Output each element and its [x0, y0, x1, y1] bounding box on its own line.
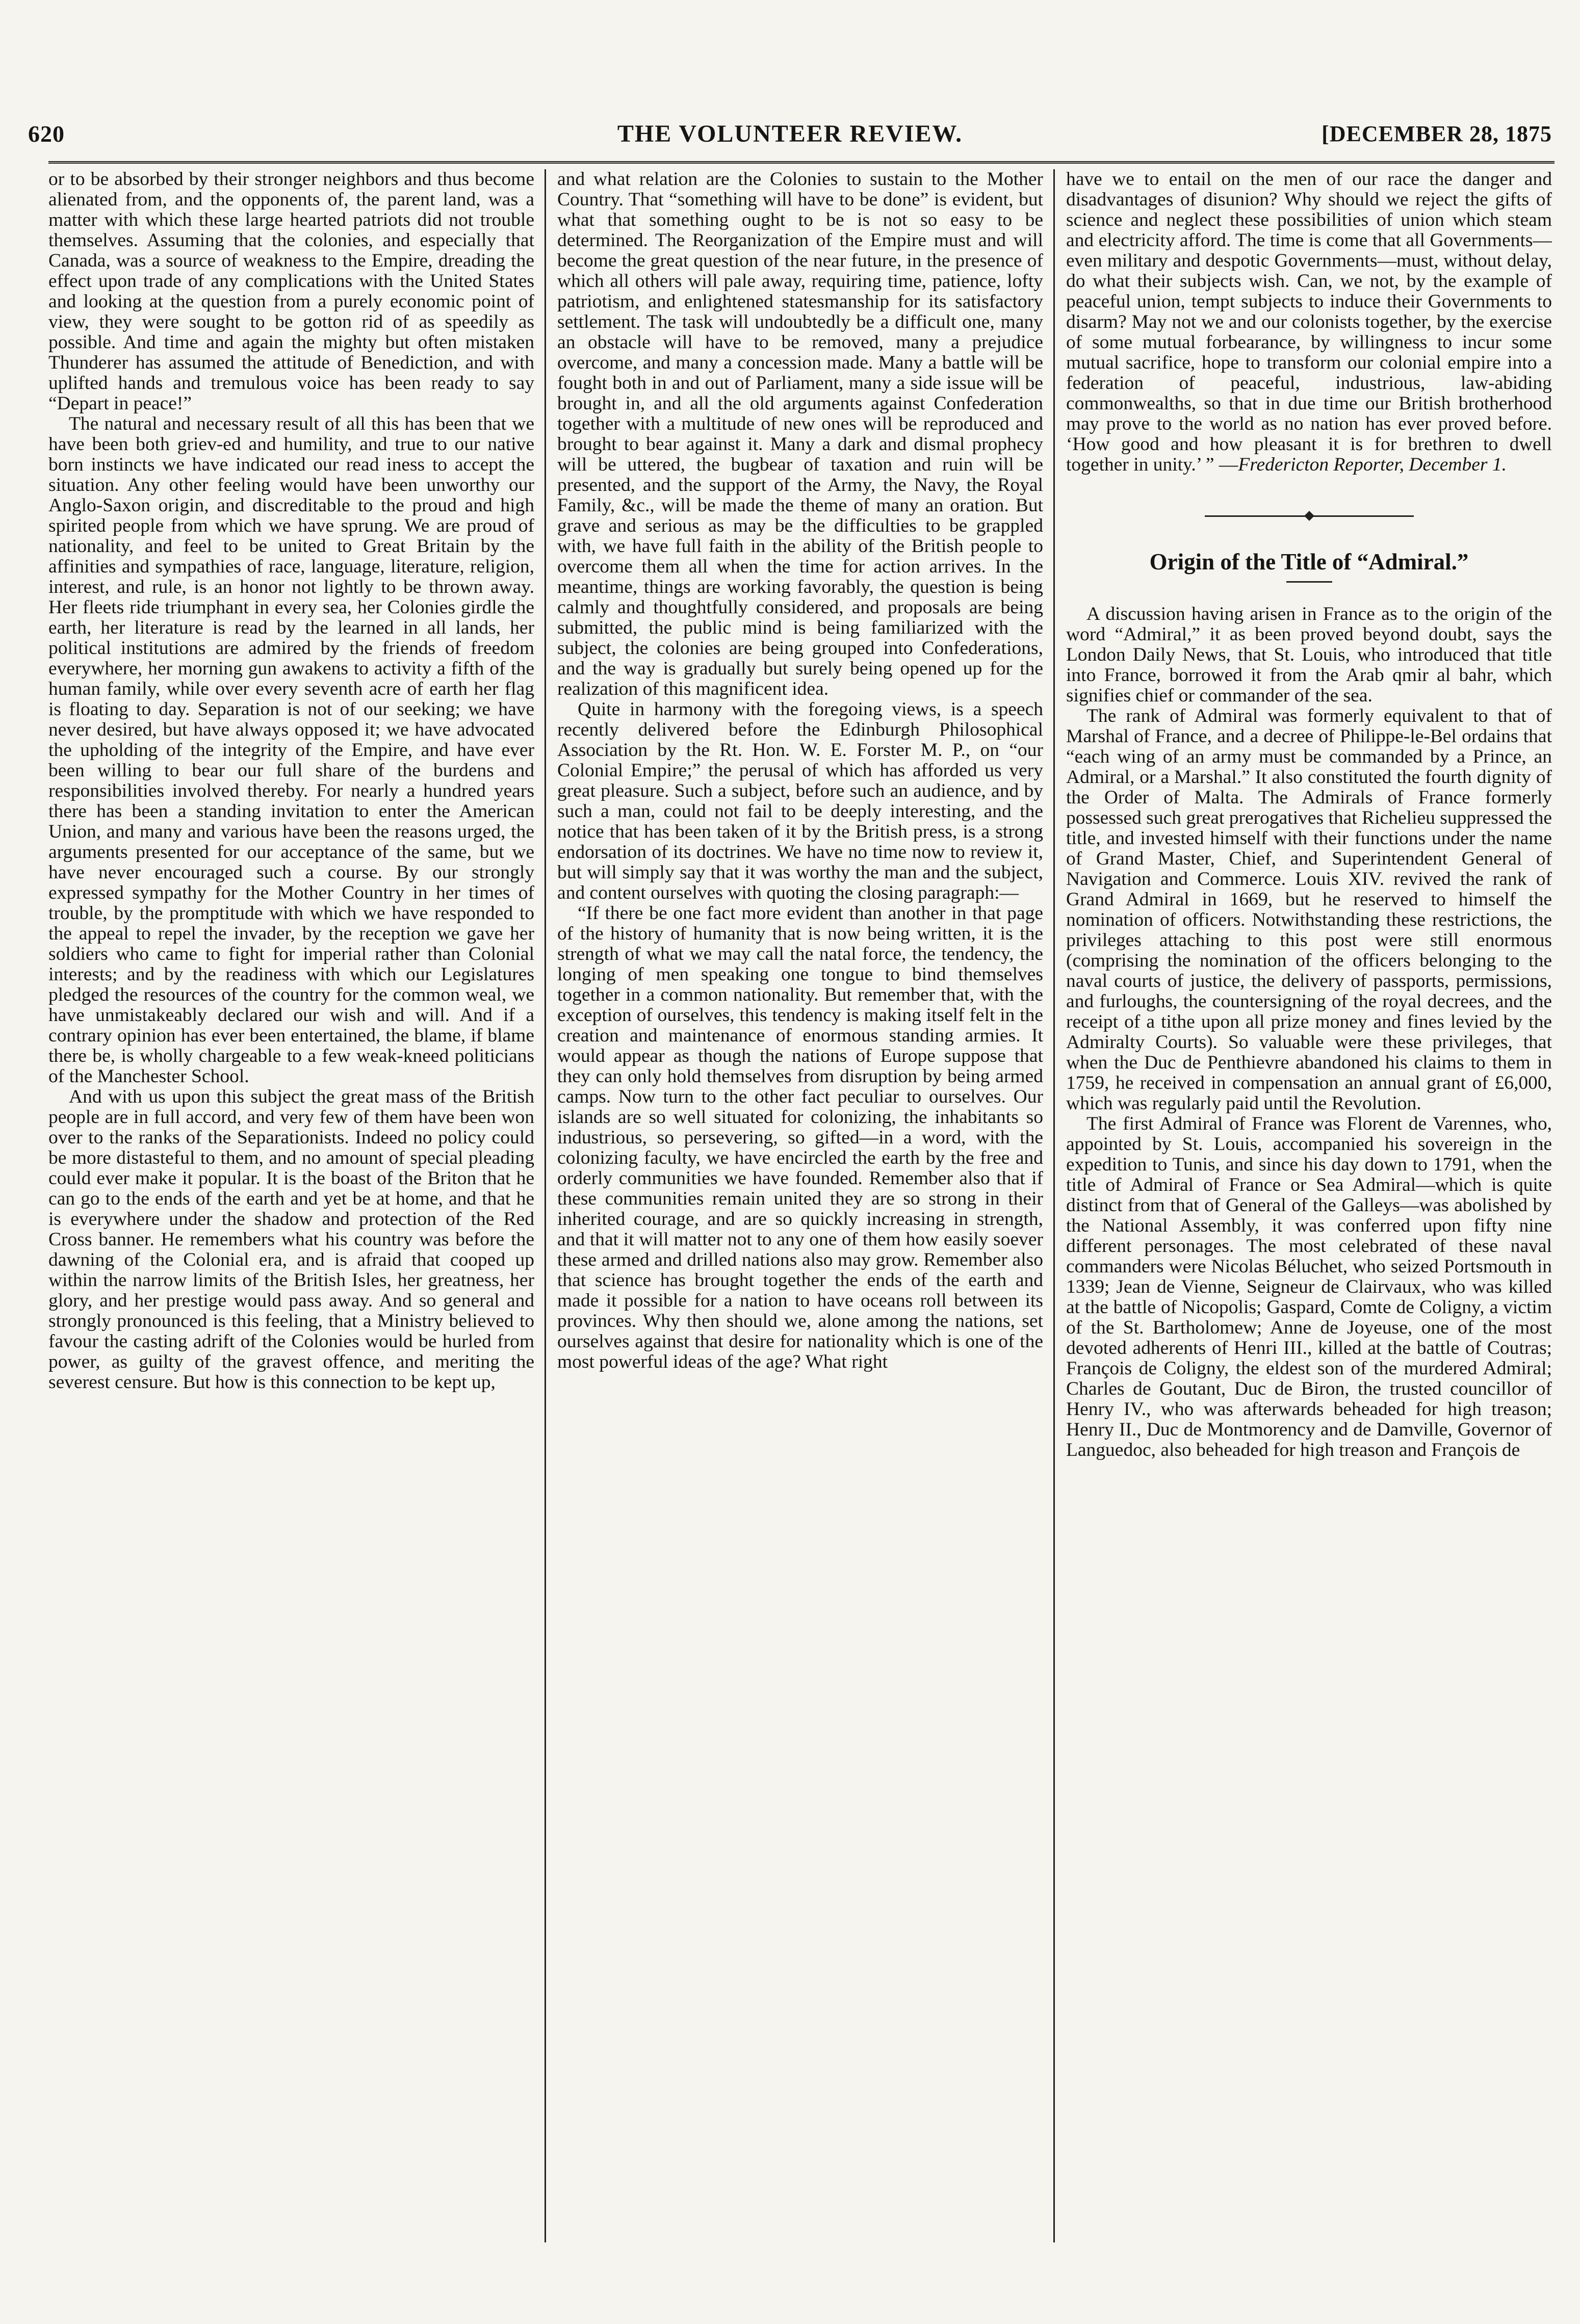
column-middle — [545, 169, 1053, 2242]
page-header — [28, 113, 1552, 154]
paragraph: and what relation are the Colonies to sustain to the Mother Country. That “something will have to be done” is evident, but what that something ought to be is not so easy to be determined. The Reorganization of the Empire must and will become the great question of the near future, in the presence of which all others will pale away, requiring time, patience, lofty patriotism, and enlightened statesmanship for its satisfactory settlement. The task will undoubtedly be a difficult one, many an obstacle will have to be removed, many a prejudice overcome, and many a concession made. Many a battle will be fought both in and out of Parliament, many a side issue will be brought in, and all the old arguments against Confederation together with a multitude of new ones will be reproduced and brought to bear against it. Many a dark and dismal prophecy will be uttered, the bugbear of taxation and ruin will be presented, and the support of the Army, the Navy, the Royal Family, &c., will be made the theme of many an oration. But grave and serious as may be the difficulties to be grappled with, we have full faith in the ability of the British people to overcome them all when the time for action arrives. In the meantime, things are working favorably, the question is being calmly and thoughtfully considered, and proposals are being submitted, the public mind is being familiarized with the subject, the colonies are being grouped into Confederations, and the way is gradually but surely being opened up for the realization of this magnificent idea. — [557, 169, 1043, 699]
page-number: 620 — [28, 120, 65, 147]
diamond-ornament-icon — [1304, 511, 1314, 521]
quotation-paragraph: “If there be one fact more evident than another in that page of the history of humanity that is now being written, it is the strength of what we may call the natal force, the tendency, the longing of men speaking one tongue to bind themselves together in a common nationality. But remember that, with the exception of ourselves, this tendency is making itself felt in the creation and maintenance of enormous standing armies. It would appear as though the nations of Europe suppose that they can only hold themselves from disruption by being armed camps. Now turn to the other fact peculiar to ourselves. Our islands are so well situated for colonizing, the inhabitants so industrious, so persevering, so gifted—in a word, with the colonizing faculty, we have encircled the earth by the free and orderly communities we have founded. Remember also that if these communities remain united they are so strong in their inherited courage, and are so quickly increasing in strength, and that it will matter not to any one of them how easily soever these armed and drilled nations also may grow. Remember also that science has brought together the ends of the earth and made it possible for a nation to have oceans roll between its provinces. Why then should we, alone among the nations, set ourselves against that desire for nationality which is one of the most powerful ideas of the age? What right — [557, 903, 1043, 1372]
column-right — [1053, 169, 1552, 2242]
paragraph: Quite in harmony with the foregoing views, is a speech recently delivered before the Edinburgh Philosophical Association by the Rt. Hon. W. E. Forster M. P., on “our Colonial Empire;” the perusal of which has afforded us very great pleasure. Such a subject, before such an audience, and by such a man, could not fail to be deeply interesting, and the notice that has been taken of it by the British press, is a strong endorsation of its doctrines. We have no time now to review it, but will simply say that it was worthy the man and the subject, and content ourselves with quoting the closing paragraph:— — [557, 699, 1043, 903]
quotation-continuation — [1066, 169, 1552, 475]
article-title: Origin of the Title of “Admiral.” — [1149, 549, 1469, 575]
title-rule — [1286, 581, 1332, 583]
issue-date: [DECEMBER 28, 1875 — [1322, 121, 1552, 146]
section-divider-ornament — [1066, 511, 1552, 521]
column-left — [48, 169, 545, 2242]
paragraph: And with us upon this subject the great mass of the British people are in full accord, and very few of them have been won over to the ranks of the Separationists. Indeed no policy could be more distasteful to them, and no amount of special pleading could ever make it popular. It is the boast of the Briton that he can go to the ends of the earth and yet be at home, and that he is everywhere under the shadow and protection of the Red Cross banner. He remembers what his country was before the dawning of the Colonial era, and is afraid that cooped up within the narrow limits of the British Isles, her greatness, her glory, and her prestige would pass away. And so general and strongly pronounced is this feeling, that a Ministry believed to favour the casting adrift of the Colonies would be hurled from power, as guilty of the gravest offence, and meriting the severest censure. But how is this connection to be kept up, — [48, 1086, 534, 1393]
attribution-source: Fredericton Reporter, December 1. — [1238, 454, 1507, 475]
paragraph: The first Admiral of France was Florent de Varennes, who, appointed by St. Louis, accompanied his sovereign in the expedition to Tunis, and since his day down to 1791, when the title of Admiral of France or Sea Admiral—which is quite distinct from that of General of the Galleys—was abolished by the National Assembly, it was conferred upon fifty nine different personages. The most celebrated of these naval commanders were Nicolas Béluchet, who seized Portsmouth in 1339; Jean de Vienne, Seigneur de Clairvaux, who was killed at the battle of Nicopolis; Gaspard, Comte de Coligny, a victim of the St. Bartholomew; Anne de Joyeuse, one of the most devoted adherents of Henri III., killed at the battle of Coutras; François de Coligny, the eldest son of the murdered Admiral; Charles de Goutant, Duc de Biron, the trusted councillor of Henry IV., who was afterwards beheaded for high treason; Henry II., Duc de Montmorency and de Damville, Governor of Languedoc, also beheaded for high treason and François de — [1066, 1113, 1552, 1460]
header-rule — [48, 161, 1555, 164]
paragraph: or to be absorbed by their stronger neighbors and thus become alienated from, and the opponents of, the parent land, was a matter with which these large hearted patriots did not trouble themselves. Assuming that the colonies, and especially that Canada, was a source of weakness to the Empire, dreading the effect upon trade of any complications with the United States and looking at the question from a purely economic point of view, they were sought to be gotton rid of as speedily as possible. And time and again the mighty but often mistaken Thunderer has assumed the attitude of Benediction, and with uplifted hands and tremulous voice has been ready to say “Depart in peace!” — [48, 169, 534, 414]
quotation-text: have we to entail on the men of our race the danger and disadvantages of disunion? Why should we reject the gifts of science and neglect these possibilities of union which steam and electricity afford. The time is come that all Governments—even military and despotic Governments—must, without delay, do what their subjects wish. Can, we not, by the example of peaceful union, tempt subjects to induce their Governments to disarm? May not we and our colonists together, by the exercise of some mutual forbearance, by willingness to incur some mutual sacrifice, hope to transform our colonial empire into a federation of peaceful, industrious, law-abiding commonwealths, so that in due time our British brotherhood may prove to the world as no nation has ever proved before. ‘How good and how pleasant it is for brethren to dwell together in unity.’ ” — — [1066, 169, 1552, 475]
text-columns — [48, 169, 1552, 2242]
divider-line — [1205, 515, 1307, 517]
running-title: THE VOLUNTEER REVIEW. — [617, 120, 963, 147]
paragraph: The rank of Admiral was formerly equivalent to that of Marshal of France, and a decree of Philippe-le-Bel ordains that “each wing of an army must be commanded by a Prince, an Admiral, or a Marshal.” It also constituted the fourth dignity of the Order of Malta. The Admirals of France formerly possessed such great prerogatives that Richelieu suppressed the title, and invested himself with their functions under the name of Grand Master, Chief, and Superintendent General of Navigation and Commerce. Louis XIV. revived the rank of Grand Admiral in 1669, but he reserved to himself the nomination of officers. Notwithstanding these restrictions, the privileges attaching to this post were still enormous (comprising the nomination of the officers belonging to the naval courts of justice, the delivery of passports, permissions, and furloughs, the countersigning of the royal decrees, and the receipt of a tithe upon all prize money and fines levied by the Admiralty Courts). So valuable were these privileges, that when the Duc de Penthievre abandoned his claims to them in 1759, he received in compensation an annual grant of £6,000, which was regularly paid until the Revolution. — [1066, 706, 1552, 1114]
divider-line — [1312, 515, 1414, 517]
paragraph: The natural and necessary result of all this has been that we have been both griev-ed and humility, and true to our native born instincts we have indicated our read iness to accept the situation. Any other feeling would have been unworthy our Anglo-Saxon origin, and discreditable to the proud and high spirited people from which we have sprung. We are proud of nationality, and feel to be united to Great Britain by the affinities and sympathies of race, language, literature, religion, interest, and rule, is an honor not lightly to be thrown away. Her fleets ride triumphant in every sea, her Colonies girdle the earth, her literature is read by the learned in all lands, her political institutions are admired by the friends of freedom everywhere, her morning gun awakens to activity a fifth of the human family, while over every seventh acre of earth her flag is floating to day. Separation is not of our seeking; we have never desired, but have always opposed it; we have advocated the upholding of the integrity of the Empire, and have ever been willing to bear our full share of the burdens and responsibilities involved thereby. For nearly a hundred years there has been a standing invitation to enter the American Union, and many and various have been the reasons urged, the arguments presented for our acceptance of the same, but we have never encouraged such a course. By our strongly expressed sympathy for the Mother Country in her times of trouble, by the promptitude with which we have responded to the appeal to repel the invader, by the reception we gave her soldiers who came to fight for imperial rather than Colonial interests; and by the readiness with which our Legislatures pledged the resources of the country for the common weal, we have unmistakeably declared our wish and will. And if a contrary opinion has ever been entertained, the blame, if blame there be, is wholly chargeable to a few weak-kneed politicians of the Manchester School. — [48, 413, 534, 1087]
paragraph: A discussion having arisen in France as to the origin of the word “Admiral,” it as been proved beyond doubt, says the London Daily News, that St. Louis, who introduced that title into France, borrowed it from the Arab qmir al bahr, which signifies chief or commander of the sea. — [1066, 604, 1552, 706]
